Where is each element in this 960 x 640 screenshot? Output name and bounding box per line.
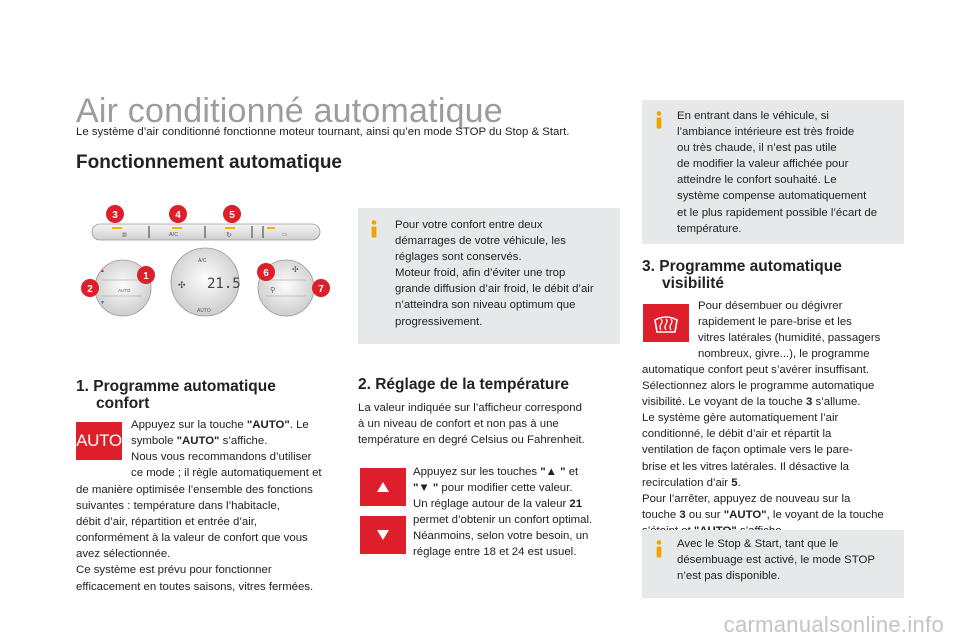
- text-line: Pour l’arrêter, appuyez de nouveau sur la: [642, 492, 851, 505]
- text-line: conformément à la valeur de confort que vous: [76, 532, 308, 545]
- callout-5: 5: [229, 210, 235, 221]
- info-line: l’ambiance intérieure est très froide: [677, 126, 855, 139]
- text-line: réglage entre 18 et 24 est usuel.: [413, 546, 577, 559]
- info-line: grande diffusion d’air froid, le débit d’air: [395, 283, 594, 296]
- text-line: Pour désembuer ou dégivrer: [698, 300, 843, 312]
- text-line: conditionné, le débit d’air et répartit la: [642, 428, 832, 441]
- heading-line: confort: [96, 395, 150, 412]
- text-bold: "AUTO": [176, 435, 220, 448]
- text-run: recirculation d’air: [642, 476, 732, 489]
- defrost-button-tile: [643, 304, 689, 342]
- info-line: Avec le Stop & Start, tant que le: [677, 538, 839, 550]
- intro-text: Le système d’air conditionné fonctionne moteur tournant, ainsi qu’en mode STOP du Stop & Start.: [76, 126, 570, 138]
- info-box-comfort: [358, 208, 620, 344]
- text-line: Ce système est prévu pour fonctionner: [76, 564, 272, 577]
- text-bold: 21: [569, 498, 583, 511]
- callout-3: 3: [112, 210, 118, 221]
- section-3-indented-text: [698, 298, 906, 362]
- temp-down-marker: ▼: [100, 300, 105, 306]
- defrost-front-icon: ▥: [122, 232, 127, 238]
- recirculation-icon: ↻: [226, 231, 232, 239]
- text-line: débit d’air, répartition et entrée d’air,: [76, 516, 258, 529]
- text-line: ce mode ; il règle automatiquement et: [131, 467, 322, 480]
- section-3-heading: [642, 258, 904, 292]
- temp-up-marker: ▲: [100, 268, 105, 274]
- text-bold: "AUTO": [246, 419, 290, 431]
- text-run: visibilité. Le voyant de la touche: [642, 396, 806, 409]
- text-line: nombreux, givre...), le programme: [698, 348, 870, 361]
- text-line: permet d’obtenir un confort optimal.: [413, 514, 593, 527]
- text-line: avez sélectionnée.: [76, 548, 171, 561]
- fan-icon: ✣: [292, 265, 299, 274]
- section-2-intro: [358, 400, 620, 448]
- info-line: système compense automatiquement: [677, 190, 867, 203]
- temp-down-tile: [360, 516, 406, 554]
- auto-button-tile: [76, 422, 122, 460]
- text-run: symbole: [131, 435, 177, 448]
- callout-1: 1: [143, 271, 149, 282]
- text-line: automatique confort peut s’avérer insuffisant.: [642, 364, 870, 376]
- info-line: démarrages de votre véhicule, les: [395, 235, 566, 248]
- info-line: atteindre le confort souhaité. Le: [677, 174, 837, 187]
- text-run: Un réglage autour de la valeur: [413, 498, 570, 511]
- auto-left-label: AUTO: [118, 288, 131, 293]
- info-line: n’atteindra son niveau optimum que: [395, 299, 576, 312]
- defrost-rear-icon: ▭: [282, 232, 287, 238]
- air-distribution-icon: ⚲: [270, 286, 276, 294]
- info-line: Moteur froid, afin d’éviter une trop: [395, 267, 566, 280]
- text-bold: 5: [731, 476, 738, 489]
- text-bold: "▲ ": [540, 466, 566, 478]
- text-line: La valeur indiquée sur l’afficheur correspond: [358, 402, 582, 414]
- text-run: s’allume.: [812, 396, 861, 409]
- info-line: En entrant dans le véhicule, si: [677, 110, 829, 122]
- text-line: brise et les vitres latérales. Il désactive la: [642, 460, 850, 473]
- info-line: n’est pas disponible.: [677, 570, 781, 583]
- ac-display-label: A/C: [198, 258, 207, 264]
- info-icon: [652, 539, 666, 559]
- text-line: température en degré Celsius ou Fahrenheit.: [358, 434, 585, 447]
- text-bold: "AUTO": [723, 508, 767, 521]
- temperature-display: 21.5: [207, 276, 241, 292]
- text-run: , le voyant de la touche: [766, 508, 884, 521]
- text-bold: 3: [679, 508, 686, 521]
- text-run: pour modifier cette valeur.: [438, 482, 573, 495]
- text-line: vitres latérales (humidité, passagers: [698, 332, 881, 345]
- auto-center-label: AUTO: [197, 308, 211, 314]
- ac-top-label: A/C: [169, 232, 179, 238]
- section-2-heading: 2. Réglage de la température: [358, 376, 570, 393]
- heading-line: visibilité: [662, 275, 725, 292]
- text-line: de manière optimisée l’ensemble des fonctions: [76, 484, 313, 496]
- fan-display-icon: ✣: [178, 281, 186, 291]
- text-run: Appuyez sur la touche: [131, 419, 247, 431]
- info-line: et le plus rapidement possible l’écart de: [677, 206, 878, 219]
- text-line: Néanmoins, selon votre besoin, un: [413, 530, 589, 543]
- text-run: . Le: [289, 419, 309, 431]
- windscreen-defrost-icon: [653, 312, 679, 334]
- text-bold: 3: [806, 396, 813, 409]
- text-run: touche: [642, 508, 680, 521]
- info-line: de modifier la valeur affichée pour: [677, 158, 849, 171]
- temp-up-tile: [360, 468, 406, 506]
- callout-6: 6: [263, 268, 269, 279]
- info-line: désembuage est activé, le mode STOP: [677, 554, 875, 567]
- section-2-body: [413, 464, 623, 561]
- info-box-stop-start: [642, 530, 904, 598]
- info-line: réglages sont conservés.: [395, 251, 522, 264]
- info-line: Pour votre confort entre deux: [395, 219, 543, 231]
- info-icon: [652, 110, 666, 130]
- text-run: s’affiche.: [219, 435, 268, 448]
- section-3-body: [642, 362, 908, 539]
- heading-line: 3. Programme automatique: [642, 258, 842, 275]
- text-line: efficacement en toutes saisons, vitres fermées.: [76, 580, 314, 593]
- section-1-heading: [76, 378, 346, 412]
- text-line: ventilation de façon optimale vers le pare-: [642, 444, 853, 457]
- callout-4: 4: [175, 210, 181, 221]
- info-line: température.: [677, 222, 742, 235]
- text-line: Nous vous recommandons d’utiliser: [131, 451, 312, 464]
- info-box-entering-vehicle: [642, 100, 904, 244]
- text-run: .: [737, 476, 741, 489]
- callout-7: 7: [318, 284, 324, 295]
- page-title: Air conditionné automatique: [76, 92, 503, 130]
- heading-line: 1. Programme automatique: [76, 378, 276, 395]
- info-icon: [367, 219, 381, 239]
- text-line: Le système gère automatiquement l’air: [642, 412, 839, 425]
- text-run: et: [565, 466, 579, 478]
- text-run: ou sur: [685, 508, 724, 521]
- text-line: rapidement le pare-brise et les: [698, 316, 852, 329]
- text-line: Sélectionnez alors le programme automatique: [642, 380, 875, 393]
- control-panel-illustration: [80, 200, 330, 325]
- watermark: carmanualsonline.info: [723, 612, 944, 637]
- arrow-down-icon: [376, 529, 390, 541]
- arrow-up-icon: [376, 481, 390, 493]
- text-line: suivantes : température dans l’habitacle,: [76, 500, 280, 513]
- auto-tile-label: AUTO: [76, 431, 122, 450]
- main-heading: Fonctionnement automatique: [76, 152, 342, 173]
- text-bold: "▼ ": [413, 482, 439, 495]
- callout-2: 2: [87, 284, 93, 295]
- info-line: ou très chaude, il n’est pas utile: [677, 142, 837, 155]
- text-run: Appuyez sur les touches: [413, 466, 541, 478]
- text-line: à un niveau de confort et non pas à une: [358, 418, 559, 431]
- info-line: progressivement.: [395, 315, 483, 328]
- section-1-indented-text: [131, 417, 346, 481]
- section-1-body: [76, 482, 346, 595]
